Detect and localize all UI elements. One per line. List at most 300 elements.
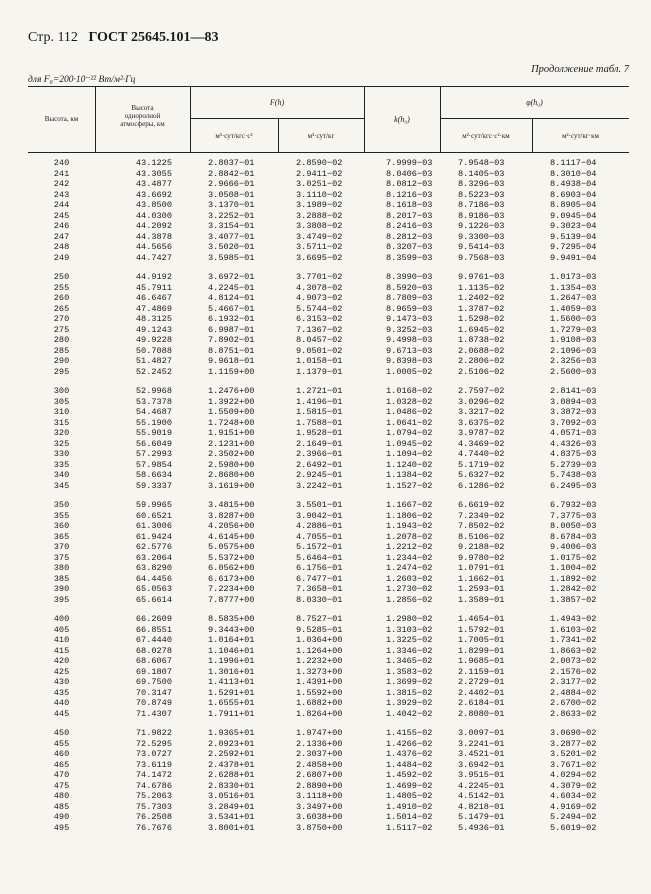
table-cell: 1.1159+00 <box>208 366 255 377</box>
table-row <box>28 688 629 699</box>
table-cell: 9.3443+00 <box>208 624 255 635</box>
table-cell: 50.7088 <box>135 345 172 356</box>
table-cell: 3.4077−01 <box>208 231 255 242</box>
table-cell: 69.7500 <box>135 677 172 687</box>
table-cell: 4.6145+00 <box>208 531 255 542</box>
table-cell: 3.6942−01 <box>458 759 505 770</box>
table-cell: 4.5142−01 <box>458 791 505 801</box>
table-cell: 8.1618−03 <box>386 200 433 210</box>
table-cell: 43.8500 <box>135 200 172 210</box>
col-geopotential-line: атмосферы, км <box>120 120 165 128</box>
table-cell: 43.3055 <box>135 168 172 179</box>
col-phi-unit1: м²·сут/кгс·с²·км <box>462 132 510 140</box>
table-cell: 69.1807 <box>135 666 172 677</box>
table-cell: 1.1354−03 <box>550 282 597 293</box>
col-F-h-unit1: м³·сут/кгс·с² <box>215 132 253 140</box>
table-cell: 265 <box>53 303 70 314</box>
table-cell: 1.3699−02 <box>386 677 433 687</box>
table-cell: 4.6034−02 <box>550 791 597 801</box>
table-cell: 2.8842−01 <box>208 168 255 179</box>
table-row <box>28 325 629 336</box>
data-table-body <box>28 158 629 833</box>
table-cell: 1.8663−02 <box>550 645 597 656</box>
table-cell: 1.2730−02 <box>386 584 433 594</box>
header-divider <box>440 86 441 152</box>
table-cell: 3.2242−01 <box>296 480 343 491</box>
table-cell: 6.1756−01 <box>296 563 343 573</box>
table-cell: 1.0794−02 <box>386 428 433 438</box>
table-cell: 61.9424 <box>135 531 172 542</box>
table-cell: 57.2993 <box>135 449 172 459</box>
table-cell: 61.3006 <box>135 521 172 531</box>
col-height-km: Высота, км <box>44 115 79 123</box>
table-cell: 7.8902−01 <box>208 335 255 345</box>
table-cell: 1.1094−02 <box>386 449 433 459</box>
table-row <box>28 211 629 222</box>
group-gap-cell <box>28 263 629 272</box>
table-cell: 1.5291+01 <box>208 687 255 698</box>
table-row <box>28 367 629 378</box>
table-row <box>28 283 629 294</box>
table-cell: 6.9987−01 <box>208 324 255 335</box>
table-cell: 280 <box>53 335 70 345</box>
standard-number: ГОСТ 25645.101—83 <box>88 30 219 45</box>
table-cell: 1.2856−02 <box>386 594 433 605</box>
page-number: Стр. 112 <box>28 30 78 45</box>
table-cell: 8.2017−03 <box>386 210 433 221</box>
table-cell: 1.0005−02 <box>386 366 433 377</box>
table-cell: 1.2476+00 <box>208 386 255 396</box>
table-row <box>28 646 629 657</box>
table-cell: 400 <box>53 614 70 624</box>
table-cell: 47.4869 <box>135 303 172 314</box>
table-cell: 5.5744−02 <box>296 303 343 314</box>
table-cell: 255 <box>53 282 70 293</box>
table-cell: 68.0278 <box>135 645 172 656</box>
table-cell: 246 <box>53 221 70 231</box>
table-row <box>28 179 629 190</box>
table-cell: 72.5295 <box>135 738 172 749</box>
table-cell: 6.1932−01 <box>208 314 255 324</box>
table-cell: 44.7427 <box>135 252 172 263</box>
table-cell: 4.8375−03 <box>550 449 597 459</box>
col-phi-h0: φ(h₀) <box>526 98 543 107</box>
table-row <box>28 574 629 585</box>
table-cell: 1.4654−01 <box>458 614 505 624</box>
group-gap-cell <box>28 491 629 500</box>
table-cell: 71.9822 <box>135 728 172 738</box>
table-cell: 2.8633−02 <box>550 708 597 719</box>
table-cell: 2.8890+00 <box>296 780 343 791</box>
table-cell: 2.3966−01 <box>296 449 343 459</box>
table-cell: 1.1996+01 <box>208 656 255 666</box>
table-cell: 9.5139−04 <box>550 231 597 242</box>
table-cell: 2.3502+00 <box>208 449 255 459</box>
table-cell: 73.6119 <box>135 759 172 770</box>
group-gap <box>28 377 629 386</box>
table-cell: 3.6972−01 <box>208 272 255 282</box>
table-cell: 3.7092−03 <box>550 417 597 428</box>
table-cell: 425 <box>53 666 70 677</box>
table-cell: 5.2739−03 <box>550 459 597 470</box>
table-condition: для F₀=200·10⁻²² Вт/м²·Гц <box>28 75 136 85</box>
table-cell: 8.6784−03 <box>550 531 597 542</box>
table-cell: 56.6049 <box>135 438 172 449</box>
table-cell: 8.5223−03 <box>458 189 505 200</box>
table-cell: 8.3990−03 <box>386 272 433 282</box>
table-cell: 3.0894−03 <box>550 396 597 407</box>
table-cell: 1.7005−01 <box>458 635 505 645</box>
table-cell: 248 <box>53 242 70 252</box>
table-cell: 360 <box>53 521 70 531</box>
table-cell: 2.6807+00 <box>296 770 343 780</box>
table-cell: 8.3296−03 <box>458 179 505 189</box>
table-cell: 1.4699−02 <box>386 780 433 791</box>
table-cell: 3.2252−01 <box>208 210 255 221</box>
table-cell: 9.4998−03 <box>386 335 433 345</box>
table-cell: 7.8777+00 <box>208 594 255 605</box>
table-cell: 2.2729−01 <box>458 677 505 687</box>
table-cell: 49.9228 <box>135 335 172 345</box>
table-cell: 6.7932−03 <box>550 500 597 510</box>
table-cell: 5.4936−01 <box>458 822 505 833</box>
table-row <box>28 397 629 408</box>
table-row <box>28 470 629 481</box>
table-row <box>28 439 629 450</box>
table-cell: 66.8551 <box>135 624 172 635</box>
table-cell: 275 <box>53 324 70 335</box>
table-cell: 4.3079−02 <box>550 780 597 791</box>
table-row <box>28 532 629 543</box>
table-cell: 2.4884−02 <box>550 687 597 698</box>
table-cell: 1.3589−01 <box>458 594 505 605</box>
group-gap <box>28 719 629 728</box>
table-cell: 1.9151+00 <box>208 428 255 438</box>
table-cell: 1.1527−02 <box>386 480 433 491</box>
table-cell: 4.9073−02 <box>296 293 343 303</box>
table-cell: 3.6695−02 <box>296 252 343 263</box>
table-cell: 43.1225 <box>135 158 172 168</box>
table-cell: 9.5285−01 <box>296 624 343 635</box>
table-cell: 3.3154−01 <box>208 221 255 231</box>
table-cell: 270 <box>53 314 70 324</box>
table-row <box>28 314 629 325</box>
table-row <box>28 346 629 357</box>
table-cell: 1.7248+00 <box>208 417 255 428</box>
table-cell: 2.6492−01 <box>296 459 343 470</box>
table-cell: 1.2474−02 <box>386 563 433 573</box>
table-cell: 2.1576−02 <box>550 666 597 677</box>
table-cell: 63.8290 <box>135 563 172 573</box>
table-row <box>28 221 629 232</box>
table-cell: 2.8590−02 <box>296 158 343 168</box>
table-row <box>28 304 629 315</box>
table-cell: 8.1216−03 <box>386 189 433 200</box>
table-cell: 9.9780−02 <box>458 552 505 563</box>
table-cell: 8.8905−04 <box>550 200 597 210</box>
table-cell: 8.3599−03 <box>386 252 433 263</box>
table-cell: 58.6634 <box>135 470 172 480</box>
table-cell: 55.9019 <box>135 428 172 438</box>
table-cell: 49.1243 <box>135 324 172 335</box>
table-cell: 1.2647−03 <box>550 293 597 303</box>
table-cell: 405 <box>53 624 70 635</box>
table-cell: 1.9747+00 <box>296 728 343 738</box>
table-cell: 2.5980+00 <box>208 459 255 470</box>
table-cell: 76.7676 <box>135 822 172 833</box>
table-cell: 4.3078−02 <box>296 282 343 293</box>
table-cell: 7.2349−02 <box>458 510 505 521</box>
header-bottom-rule <box>28 152 629 153</box>
table-cell: 63.2064 <box>135 552 172 563</box>
table-cell: 1.2593−01 <box>458 584 505 594</box>
table-cell: 375 <box>53 552 70 563</box>
table-cell: 430 <box>53 677 70 687</box>
table-cell: 6.7477−01 <box>296 573 343 584</box>
table-cell: 1.6103−02 <box>550 624 597 635</box>
table-cell: 1.7279−03 <box>550 324 597 335</box>
table-cell: 3.0516+01 <box>208 791 255 801</box>
table-cell: 450 <box>53 728 70 738</box>
table-cell: 1.4042−02 <box>386 708 433 719</box>
table-cell: 1.3273+00 <box>296 666 343 677</box>
table-cell: 54.4687 <box>135 407 172 417</box>
table-cell: 8.2416−03 <box>386 221 433 231</box>
table-cell: 320 <box>53 428 70 438</box>
table-cell: 7.1367−02 <box>296 324 343 335</box>
table-cell: 8.9186−03 <box>458 210 505 221</box>
table-row <box>28 253 629 264</box>
table-cell: 485 <box>53 801 70 812</box>
table-row <box>28 542 629 553</box>
table-cell: 48.3125 <box>135 314 172 324</box>
table-cell: 2.5600−03 <box>550 366 597 377</box>
table-cell: 3.2849+01 <box>208 801 255 812</box>
table-cell: 2.6700−02 <box>550 698 597 708</box>
table-cell: 325 <box>53 438 70 449</box>
table-cell: 8.9659−03 <box>386 303 433 314</box>
table-cell: 5.1479−01 <box>458 812 505 822</box>
table-cell: 2.1159−01 <box>458 666 505 677</box>
table-cell: 68.6067 <box>135 656 172 666</box>
table-cell: 1.0164+01 <box>208 635 255 645</box>
table-cell: 1.4376−02 <box>386 749 433 759</box>
table-cell: 52.9968 <box>135 386 172 396</box>
table-cell: 250 <box>53 272 70 282</box>
table-cell: 1.2402−02 <box>458 293 505 303</box>
table-cell: 45.7911 <box>135 282 172 293</box>
table-cell: 8.7527−01 <box>296 614 343 624</box>
header-divider <box>190 86 191 152</box>
table-cell: 44.3878 <box>135 231 172 242</box>
table-cell: 4.7055−01 <box>296 531 343 542</box>
table-cell: 4.0571−03 <box>550 428 597 438</box>
table-cell: 57.9854 <box>135 459 172 470</box>
table-cell: 3.2877−02 <box>550 738 597 749</box>
col-geopotential <box>95 104 190 128</box>
table-cell: 2.4858+00 <box>296 759 343 770</box>
table-cell: 2.8080−01 <box>458 708 505 719</box>
table-cell: 9.7295−04 <box>550 242 597 252</box>
table-cell: 295 <box>53 366 70 377</box>
table-row <box>28 460 629 471</box>
table-cell: 380 <box>53 563 70 573</box>
table-row <box>28 770 629 781</box>
table-cell: 1.4391+00 <box>296 677 343 687</box>
table-cell: 6.6173+00 <box>208 573 255 584</box>
table-cell: 1.0641−02 <box>386 417 433 428</box>
table-cell: 370 <box>53 542 70 552</box>
table-cell: 1.2721−01 <box>296 386 343 396</box>
table-row <box>28 511 629 522</box>
table-cell: 245 <box>53 210 70 221</box>
table-cell: 1.2212−02 <box>386 542 433 552</box>
table-cell: 3.6375−02 <box>458 417 505 428</box>
table-cell: 51.4827 <box>135 356 172 366</box>
table-cell: 4.2245−01 <box>208 282 255 293</box>
table-cell: 6.1286−02 <box>458 480 505 491</box>
table-cell: 76.2508 <box>135 812 172 822</box>
table-cell: 5.6464−01 <box>296 552 343 563</box>
table-cell: 1.3103−02 <box>386 624 433 635</box>
table-cell: 3.6038+00 <box>296 812 343 822</box>
table-cell: 1.2842−02 <box>550 584 597 594</box>
table-cell: 395 <box>53 594 70 605</box>
table-cell: 66.2609 <box>135 614 172 624</box>
table-cell: 9.3300−03 <box>458 231 505 242</box>
table-cell: 3.4749−02 <box>296 231 343 242</box>
table-cell: 1.1892−02 <box>550 573 597 584</box>
table-cell: 75.7303 <box>135 801 172 812</box>
table-cell: 7.3658−01 <box>296 584 343 594</box>
table-row <box>28 335 629 346</box>
table-cell: 315 <box>53 417 70 428</box>
table-cell: 1.2603−02 <box>386 573 433 584</box>
table-cell: 1.2232+00 <box>296 656 343 666</box>
table-cell: 1.5014−02 <box>386 812 433 822</box>
table-cell: 3.5341+01 <box>208 812 255 822</box>
table-cell: 9.0945−04 <box>550 210 597 221</box>
table-cell: 3.9787−02 <box>458 428 505 438</box>
table-cell: 74.6786 <box>135 780 172 791</box>
table-cell: 64.4456 <box>135 573 172 584</box>
table-cell: 300 <box>53 386 70 396</box>
table-cell: 1.0364+00 <box>296 635 343 645</box>
table-cell: 1.0486−02 <box>386 407 433 417</box>
table-cell: 480 <box>53 791 70 801</box>
table-cell: 1.5815−01 <box>296 407 343 417</box>
table-cell: 1.1264+00 <box>296 645 343 656</box>
table-cell: 5.2494−02 <box>550 812 597 822</box>
table-row <box>28 449 629 460</box>
table-cell: 1.3346−02 <box>386 645 433 656</box>
table-cell: 8.0330−01 <box>296 594 343 605</box>
table-cell: 1.4943−02 <box>550 614 597 624</box>
header-top-rule <box>28 86 629 87</box>
table-cell: 240 <box>53 158 70 168</box>
table-row <box>28 158 629 169</box>
table-cell: 4.3469−02 <box>458 438 505 449</box>
table-cell: 4.4326−03 <box>550 438 597 449</box>
col-F-h-unit2: м³·сут/кг <box>307 132 335 140</box>
table-cell: 5.0575+00 <box>208 542 255 552</box>
table-cell: 8.2812−03 <box>386 231 433 242</box>
table-cell: 5.1719−02 <box>458 459 505 470</box>
table-cell: 2.4378+01 <box>208 759 255 770</box>
table-cell: 2.1649−01 <box>296 438 343 449</box>
table-cell: 1.5600−03 <box>550 314 597 324</box>
table-cell: 390 <box>53 584 70 594</box>
table-cell: 415 <box>53 645 70 656</box>
table-cell: 8.1405−03 <box>458 168 505 179</box>
table-cell: 2.0688−02 <box>458 345 505 356</box>
table-cell: 9.2188−02 <box>458 542 505 552</box>
table-row <box>28 200 629 211</box>
table-row <box>28 293 629 304</box>
table-cell: 1.4155−02 <box>386 728 433 738</box>
table-cell: 305 <box>53 396 70 407</box>
table-cell: 2.3177−02 <box>550 677 597 687</box>
table-row <box>28 677 629 688</box>
table-cell: 8.0812−03 <box>386 179 433 189</box>
table-cell: 5.6019−02 <box>550 822 597 833</box>
table-row <box>28 698 629 709</box>
table-cell: 3.8287+00 <box>208 510 255 521</box>
table-cell: 70.8749 <box>135 698 172 708</box>
table-cell: 1.8299−01 <box>458 645 505 656</box>
table-cell: 7.8502−02 <box>458 521 505 531</box>
table-cell: 260 <box>53 293 70 303</box>
table-cell: 44.2092 <box>135 221 172 231</box>
table-cell: 1.5509+00 <box>208 407 255 417</box>
table-cell: 9.8398−03 <box>386 356 433 366</box>
table-cell: 1.1046+01 <box>208 645 255 656</box>
table-cell: 8.5920−03 <box>386 282 433 293</box>
table-cell: 1.1240−02 <box>386 459 433 470</box>
table-cell: 3.1110−02 <box>296 189 343 200</box>
table-cell: 8.7809−03 <box>386 293 433 303</box>
table-row <box>28 667 629 678</box>
table-row <box>28 190 629 201</box>
table-cell: 8.0406−03 <box>386 168 433 179</box>
table-cell: 6.3153−02 <box>296 314 343 324</box>
table-row <box>28 739 629 750</box>
table-cell: 385 <box>53 573 70 584</box>
table-cell: 3.1989−02 <box>296 200 343 210</box>
table-cell: 52.2452 <box>135 366 172 377</box>
table-cell: 1.7911+01 <box>208 708 255 719</box>
table-cell: 70.3147 <box>135 687 172 698</box>
table-cell: 1.9528−01 <box>296 428 343 438</box>
table-cell: 1.0173−03 <box>550 272 597 282</box>
table-cell: 6.0562+00 <box>208 563 255 573</box>
table-cell: 9.9491−04 <box>550 252 597 263</box>
table-cell: 1.3465−02 <box>386 656 433 666</box>
table-cell: 460 <box>53 749 70 759</box>
group-gap-cell <box>28 605 629 614</box>
table-cell: 5.5372+00 <box>208 552 255 563</box>
table-cell: 290 <box>53 356 70 366</box>
table-cell: 75.2063 <box>135 791 172 801</box>
table-cell: 1.1943−02 <box>386 521 433 531</box>
table-cell: 3.5020−01 <box>208 242 255 252</box>
group-gap <box>28 605 629 614</box>
table-row <box>28 791 629 802</box>
table-cell: 9.1473−03 <box>386 314 433 324</box>
table-cell: 455 <box>53 738 70 749</box>
table-cell: 3.7671−02 <box>550 759 597 770</box>
table-cell: 2.0073−02 <box>550 656 597 666</box>
